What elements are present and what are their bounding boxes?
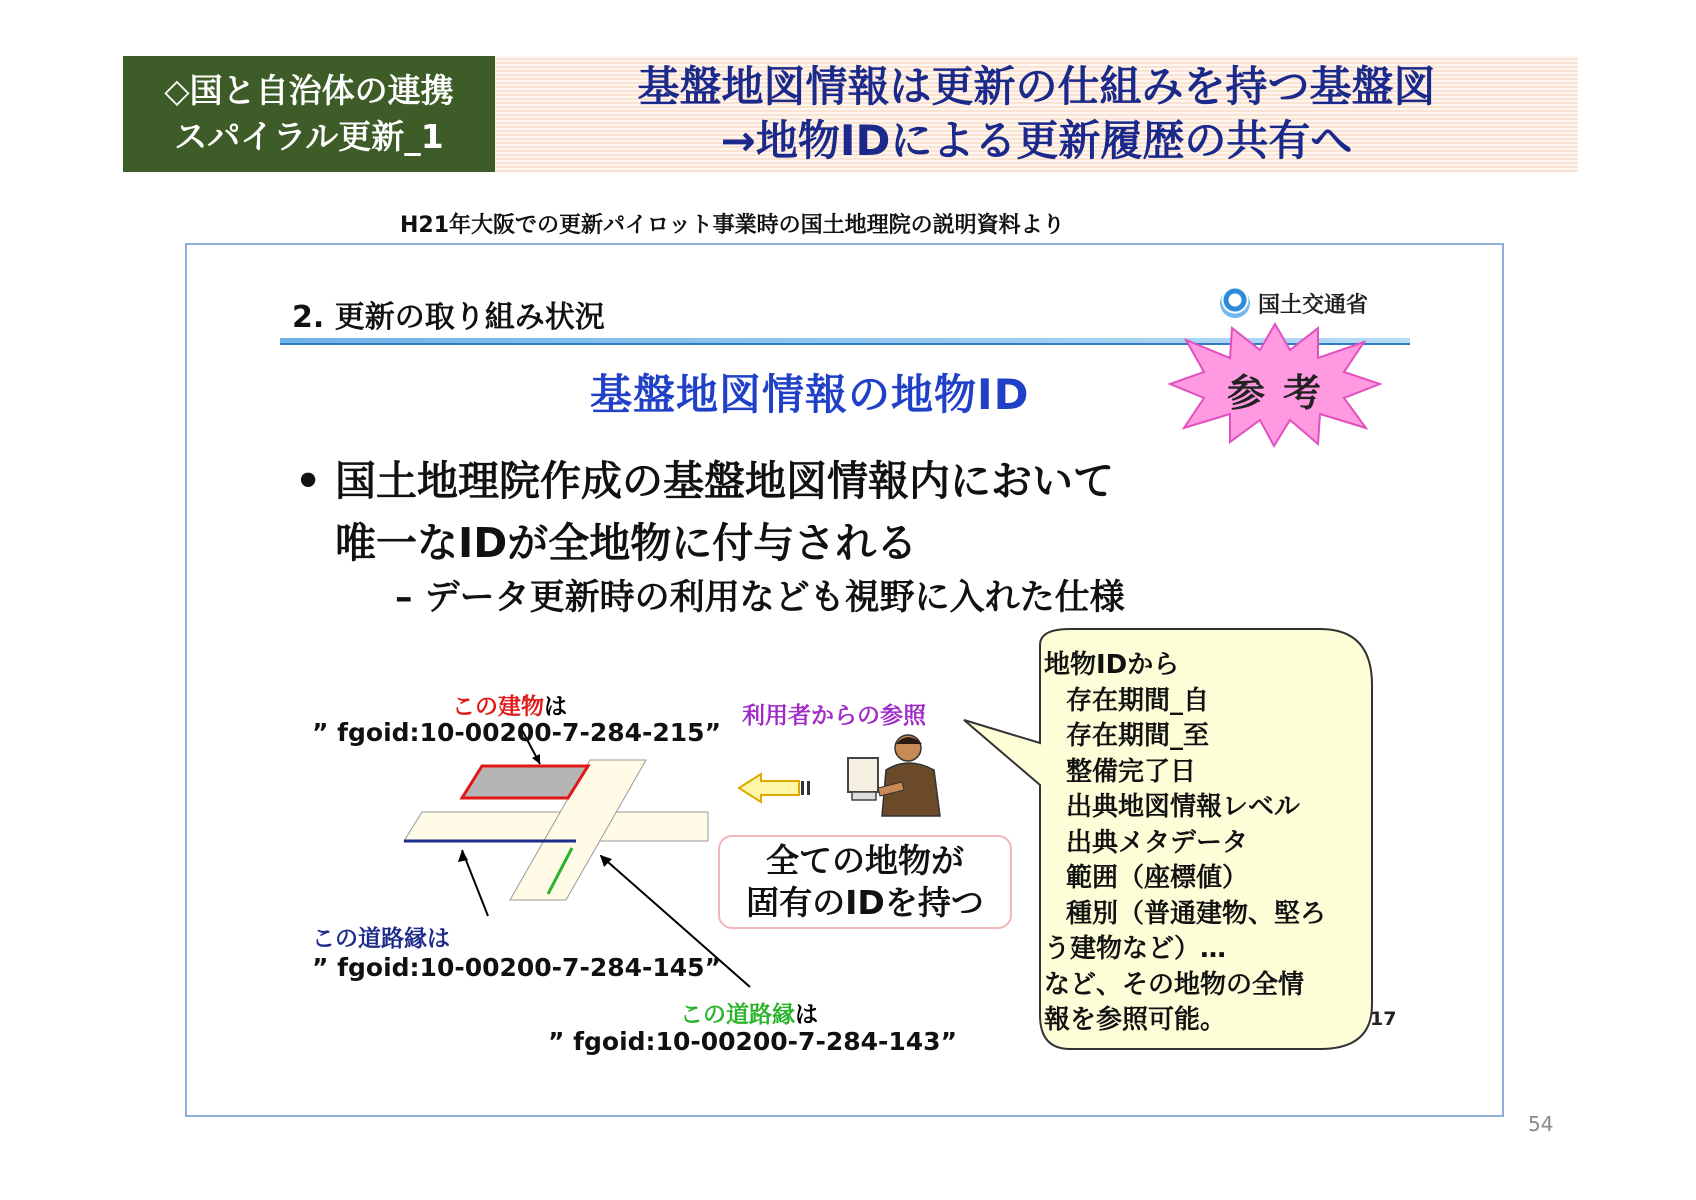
ministry-brand <box>1220 283 1420 323</box>
callout-line: 範囲（座標値） <box>1066 863 1249 893</box>
user-at-computer-icon <box>842 728 952 818</box>
ministry-logo-icon <box>1220 288 1250 318</box>
section-tag-line1: ◇国と自治体の連携 <box>164 71 454 110</box>
source-caption: H21年大阪での更新パイロット事業時の国土地理院の説明資料より <box>400 213 1065 238</box>
page-title-line2: →地物IDによる更新履歴の共有へ <box>720 116 1353 165</box>
road2-label: この道路縁は <box>680 1002 818 1028</box>
callout-line: など、その地物の全情 <box>1044 969 1305 1000</box>
all-features-line2: 固有のIDを持つ <box>746 883 984 922</box>
building-id: ” fgoid:10-00200-7-284-215” <box>312 718 722 747</box>
road1-label: この道路縁は <box>312 926 450 952</box>
page-number: 54 <box>1528 1112 1554 1136</box>
arrow-left-icon <box>737 772 813 804</box>
slide-subtitle: 基盤地図情報の地物ID <box>590 370 1030 419</box>
road2-id: ” fgoid:10-00200-7-284-143” <box>548 1027 958 1056</box>
callout-line: 整備完了日 <box>1066 756 1197 787</box>
sub-bullet: – データ更新時の利用なども視野に入れた仕様 <box>395 578 1125 618</box>
slide-heading: 2. 更新の取り組み状況 <box>292 300 605 335</box>
callout-text <box>1044 648 1364 1038</box>
building-label: この建物は <box>452 694 567 720</box>
callout-line: う建物など）… <box>1044 934 1227 964</box>
all-features-line1: 全ての地物が <box>766 841 964 880</box>
section-tag <box>123 56 495 172</box>
slide-number: 17 <box>1370 1008 1397 1030</box>
callout-line: 報を参照可能。 <box>1044 1005 1227 1035</box>
callout-line: 存在期間_自 <box>1066 685 1210 716</box>
building-shape <box>462 766 588 798</box>
reference-badge: 参考 <box>1226 371 1339 415</box>
bullet-dot: • <box>295 457 322 505</box>
callout-line: 種別（普通建物、堅ろ <box>1066 898 1327 929</box>
main-bullet-line1: 国土地理院作成の基盤地図情報内において <box>335 457 1114 505</box>
callout-line: 地物IDから <box>1044 650 1180 680</box>
ministry-name: 国土交通省 <box>1258 292 1369 318</box>
main-bullet <box>295 450 1335 580</box>
main-bullet-line2: 唯一なIDが全地物に付与される <box>335 519 918 567</box>
road1-id: ” fgoid:10-00200-7-284-145” <box>312 953 722 982</box>
callout-line: 出典メタデータ <box>1066 827 1249 858</box>
callout-line: 出典地図情報レベル <box>1066 792 1301 822</box>
user-reference-label: 利用者からの参照 <box>742 703 926 729</box>
callout-line: 存在期間_至 <box>1066 721 1210 751</box>
page-title-line1: 基盤地図情報は更新の仕組みを持つ基盤図 <box>637 62 1436 111</box>
section-tag-line2: スパイラル更新_1 <box>174 117 444 156</box>
page-title <box>495 60 1578 168</box>
